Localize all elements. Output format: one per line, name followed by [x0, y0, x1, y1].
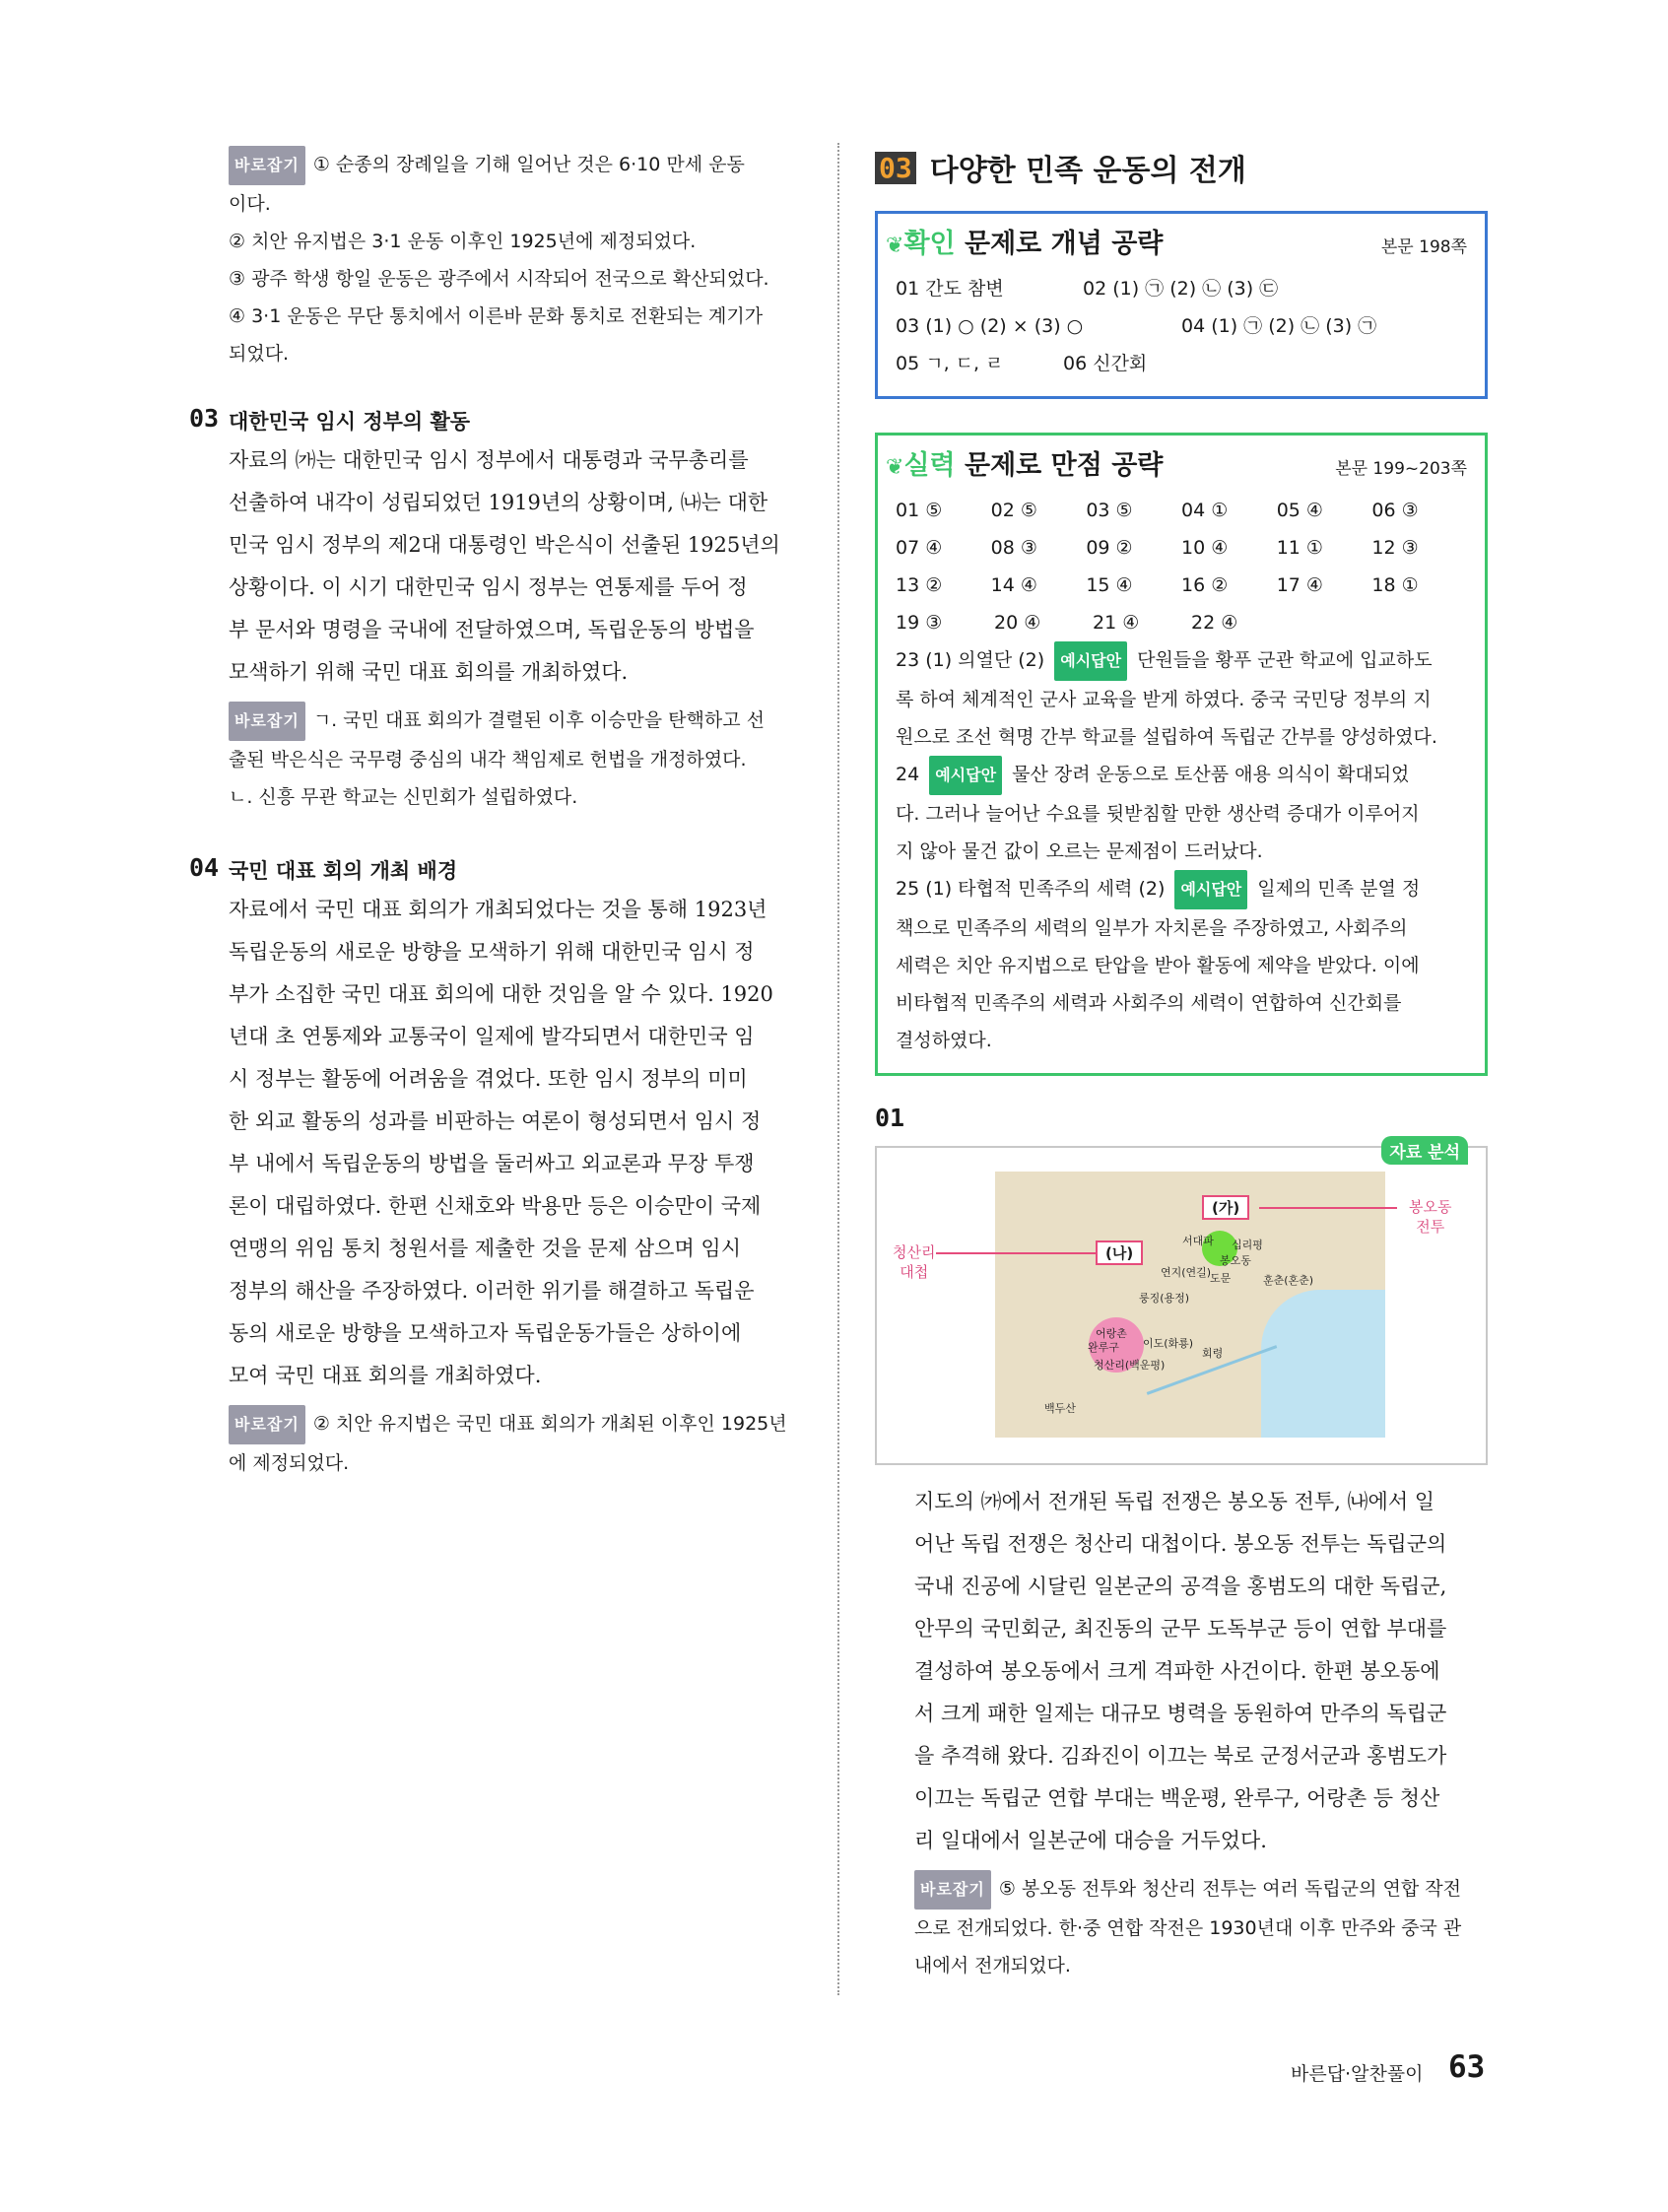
skill-box-heading [886, 443, 1163, 482]
place-label: 십리평 [1232, 1239, 1263, 1251]
q04-fix-line: 에 제정되었다. [229, 1452, 350, 1474]
q03-body-line: 부 문서와 명령을 국내에 전달하였으며, 독립운동의 방법을 [229, 618, 755, 641]
intro-line-1: 바로잡기 ① 순종의 장례일을 기해 일어난 것은 6·10 만세 운동 [229, 146, 802, 185]
q04-body-line: 독립운동의 새로운 방향을 모색하기 위해 대한민국 임시 정 [229, 940, 755, 964]
answer-item: 14 ④ [990, 574, 1037, 596]
concept-answer-box [875, 211, 1488, 399]
q01-fix-line: 내에서 전개되었다. [914, 1955, 1071, 1977]
intro-line-6: 되었다. [229, 343, 290, 365]
q04-body-line: 년대 초 연통제와 교통국이 일제에 발각되면서 대한민국 임 [229, 1025, 755, 1048]
section-title [875, 146, 1488, 189]
leaf-icon: ❦ [886, 234, 904, 258]
bongodong-battle-label [1409, 1197, 1451, 1237]
right-column [875, 146, 1488, 1984]
grid-row [896, 567, 1467, 604]
q01-number: 01 [875, 1104, 905, 1132]
q01-body-line: 이끄는 독립군 연합 부대는 백운평, 완루구, 어랑촌 등 청산 [914, 1786, 1440, 1810]
place-label: 회령 [1202, 1347, 1224, 1360]
q01-body-line: 지도의 ㈎에서 전개된 독립 전쟁은 봉오동 전투, ㈏에서 일 [914, 1490, 1435, 1513]
q04-body-line: 부 내에서 독립운동의 방법을 둘러싸고 외교론과 무장 투쟁 [229, 1152, 755, 1175]
ga-pointer-line [1259, 1207, 1397, 1209]
answer-item: 22 ④ [1191, 612, 1238, 634]
concept-box-highlight: 확인 [903, 229, 956, 259]
answer-item: 06 ③ [1371, 500, 1419, 521]
skill-box-ref: 본문 199~203쪽 [1335, 459, 1467, 479]
answer-24: 24 예시답안 물산 장려 운동으로 토산품 애용 의식이 확대되었 [896, 756, 1467, 795]
intro-line-4: ③ 광주 학생 항일 운동은 광주에서 시작되어 전국으로 확산되었다. [229, 268, 769, 290]
place-label: 이도(화룡) [1143, 1337, 1194, 1350]
q04-number: 04 [189, 853, 220, 882]
section-number: 03 [875, 152, 916, 184]
answer-line: 원으로 조선 혁명 간부 학교를 설립하여 독립군 간부를 양성하였다. [896, 726, 1437, 748]
answer-item: 13 ② [896, 574, 943, 596]
na-pointer-line [936, 1252, 1096, 1254]
q01-fix-line: 으로 전개되었다. 한·중 연합 작전은 1930년대 이후 만주와 중국 관 [914, 1917, 1462, 1939]
q04-body-line: 시 정부는 활동에 어려움을 겪었다. 또한 임시 정부의 미미 [229, 1067, 748, 1091]
answer-item: 09 ② [1086, 537, 1133, 559]
answer-item: 20 ④ [994, 612, 1041, 634]
map-image [995, 1172, 1385, 1438]
answer-25: 25 (1) 타협적 민족주의 세력 (2) 예시답안 일제의 민족 분열 정 [896, 870, 1467, 909]
answer-line: 세력은 치안 유지법으로 탄압을 받아 활동에 제약을 받았다. 이에 [896, 955, 1420, 976]
q04-fix [229, 1405, 802, 1482]
q03-body-line: 자료의 ㈎는 대한민국 임시 정부에서 대통령과 국무총리를 [229, 448, 749, 472]
answer-line: 책으로 민족주의 세력의 일부가 자치론을 주장하였고, 사회주의 [896, 917, 1408, 939]
q03-body-line: 선출하여 내각이 성립되었던 1919년의 상황이며, ㈏는 대한 [229, 491, 768, 514]
intro-line-2: 이다. [229, 193, 271, 215]
q04-body-line: 부가 소집한 국민 대표 회의에 대한 것임을 알 수 있다. 1920 [229, 982, 773, 1006]
answer-item: 11 ① [1276, 537, 1323, 559]
side-label-line: 봉오동 [1409, 1198, 1452, 1216]
side-label-line: 대첩 [900, 1263, 929, 1281]
answer-item: 01 ⑤ [896, 500, 943, 521]
q01-body-line: 리 일대에서 일본군에 대승을 거두었다. [914, 1829, 1267, 1852]
answer-line: 결성하였다. [896, 1030, 992, 1051]
column-divider [837, 143, 839, 1995]
fix-badge: 바로잡기 [229, 146, 305, 185]
grid-row [896, 529, 1467, 567]
example-answer-badge: 예시답안 [1054, 641, 1127, 681]
fix-badge: 바로잡기 [914, 1870, 991, 1910]
side-label-line: 전투 [1416, 1218, 1445, 1236]
intro-line-3: ② 치안 유지법은 3·1 운동 이후인 1925년에 제정되었다. [229, 231, 697, 252]
label-ga: (가) [1202, 1195, 1249, 1220]
grid-row [896, 604, 1467, 641]
concept-box-title [886, 222, 1467, 260]
q04-body-line: 정부의 해산을 주장하였다. 이러한 위기를 해결하고 독립운 [229, 1279, 755, 1303]
q04-body-line: 론이 대립하였다. 한편 신채호와 박용만 등은 이승만이 국제 [229, 1194, 762, 1218]
answer-line: 다. 그러나 늘어난 수요를 뒷받침할 만한 생산력 증대가 이루어지 [896, 803, 1420, 825]
skill-box-title-rest: 문제로 만점 공략 [955, 450, 1164, 481]
place-label: 봉오동 [1220, 1254, 1251, 1267]
example-answer-badge: 예시답안 [1174, 870, 1247, 909]
q01-fix [914, 1870, 1488, 1984]
sea-area [1261, 1290, 1385, 1438]
data-analysis-tag: 자료 분석 [1381, 1136, 1468, 1165]
answer-item: 07 ④ [896, 537, 943, 559]
example-answer-badge: 예시답안 [929, 756, 1002, 795]
q01-fix-line: 바로잡기 ⑤ 봉오동 전투와 청산리 전투는 여러 독립군의 연합 작전 [914, 1870, 1488, 1910]
place-label: 도문 [1210, 1272, 1232, 1285]
answer-item: 17 ④ [1276, 574, 1323, 596]
fix-badge: 바로잡기 [229, 1405, 305, 1444]
answer-item: 03 ⑤ [1086, 500, 1133, 521]
concept-row [896, 270, 1467, 307]
place-label: 완루구 [1088, 1341, 1119, 1354]
leaf-icon: ❦ [886, 455, 904, 480]
answer-23: 23 (1) 의열단 (2) 예시답안 단원들을 황푸 군관 학교에 입교하도 [896, 641, 1467, 681]
left-column [189, 146, 802, 1482]
intro-line-5: ④ 3·1 운동은 무단 통치에서 이른바 문화 통치로 전환되는 계기가 [229, 305, 764, 327]
q01-heading [875, 1104, 1488, 1132]
place-label: 백두산 [1044, 1402, 1076, 1415]
skill-box-title [886, 443, 1467, 482]
answer-line: 지 않아 물건 값이 오르는 문제점이 드러났다. [896, 840, 1263, 862]
footer-book-title: 바른답·알찬풀이 [1291, 2063, 1424, 2085]
map-figure [875, 1143, 1488, 1465]
place-label: 어랑촌 [1096, 1327, 1127, 1340]
q03-fix-line: ㄴ. 신흥 무관 학교는 신민회가 설립하였다. [229, 786, 578, 808]
q03-heading [189, 404, 802, 436]
place-label: 서대파 [1182, 1235, 1214, 1247]
q03-body-line: 상황이다. 이 시기 대한민국 임시 정부는 연통제를 두어 정 [229, 575, 748, 599]
answer-item: 10 ④ [1181, 537, 1229, 559]
label-na: (나) [1096, 1240, 1143, 1265]
q04-body-line: 한 외교 활동의 성과를 비판하는 여론이 형성되면서 임시 정 [229, 1109, 762, 1133]
concept-box-ref: 본문 198쪽 [1380, 237, 1467, 257]
q04-body-line: 자료에서 국민 대표 회의가 개최되었다는 것을 통해 1923년 [229, 898, 767, 921]
answer-item: 19 ③ [896, 612, 943, 634]
answer-item: 02 (1) ㉠ (2) ㉡ (3) ㉢ [1083, 278, 1279, 300]
answer-item: 05 ④ [1276, 500, 1323, 521]
fix-badge: 바로잡기 [229, 702, 305, 741]
skill-box-highlight: 실력 [903, 450, 956, 481]
concept-box-title-rest: 문제로 개념 공략 [955, 229, 1164, 259]
answer-item: 18 ① [1371, 574, 1419, 596]
answer-item: 15 ④ [1086, 574, 1133, 596]
grid-row [896, 492, 1467, 529]
q04-heading [189, 853, 802, 885]
q01-body-line: 국내 진공에 시달린 일본군의 공격을 홍범도의 대한 독립군, [914, 1575, 1447, 1598]
answer-item: 21 ④ [1093, 612, 1140, 634]
concept-box-heading [886, 222, 1163, 260]
answer-item: 05 ㄱ, ㄷ, ㄹ [896, 353, 1004, 374]
place-label: 훈춘(혼춘) [1263, 1274, 1314, 1287]
q03-fix-line: 바로잡기 ㄱ. 국민 대표 회의가 결렬된 이후 이승만을 탄핵하고 선 [229, 702, 802, 741]
q01-body-line: 서 크게 패한 일제는 대규모 병력을 동원하여 만주의 독립군 [914, 1702, 1447, 1725]
place-label: 청산리(백운평) [1094, 1359, 1166, 1372]
concept-row [896, 345, 1467, 382]
answer-item: 06 신간회 [1063, 353, 1148, 374]
section-title-text: 다양한 민족 운동의 전개 [929, 154, 1246, 188]
answer-item: 12 ③ [1371, 537, 1419, 559]
answer-item: 04 (1) ㉠ (2) ㉡ (3) ㉠ [1181, 315, 1377, 337]
q03-fix-line: 출된 박은식은 국무령 중심의 내각 책임제로 헌법을 개정하였다. [229, 749, 747, 771]
skill-answer-box [875, 433, 1488, 1076]
q04-body [229, 889, 802, 1397]
answer-item: 02 ⑤ [990, 500, 1037, 521]
answer-item: 03 (1) ○ (2) × (3) ○ [896, 315, 1084, 337]
answer-item: 16 ② [1181, 574, 1229, 596]
q01-body-line: 결성하여 봉오동에서 크게 격파한 사건이다. 한편 봉오동에 [914, 1659, 1440, 1683]
q03-body [229, 439, 802, 694]
cheongsanri-battle-label [893, 1242, 935, 1282]
q01-body-line: 안무의 국민회군, 최진동의 군무 도독부군 등이 연합 부대를 [914, 1617, 1447, 1641]
q04-title: 국민 대표 회의 개최 배경 [229, 859, 458, 883]
answer-line: 비타협적 민족주의 세력과 사회주의 세력이 연합하여 신간회를 [896, 992, 1402, 1014]
side-label-line: 청산리 [893, 1243, 936, 1261]
q04-fix-line: 바로잡기 ② 치안 유지법은 국민 대표 회의가 개최된 이후인 1925년 [229, 1405, 802, 1444]
q03-title: 대한민국 임시 정부의 활동 [229, 410, 471, 434]
q01-body-line: 을 추격해 왔다. 김좌진이 이끄는 북로 군정서군과 홍범도가 [914, 1744, 1447, 1768]
answer-item: 08 ③ [990, 537, 1037, 559]
q03-number: 03 [189, 404, 220, 433]
q03-body-line: 민국 임시 정부의 제2대 대통령인 박은식이 선출된 1925년의 [229, 533, 780, 557]
q04-body-line: 연맹의 위임 통치 청원서를 제출한 것을 문제 삼으며 임시 [229, 1237, 741, 1260]
q03-fix [229, 702, 802, 816]
q03-body-line: 모색하기 위해 국민 대표 회의를 개최하였다. [229, 660, 629, 684]
concept-row [896, 307, 1467, 345]
q01-body-line: 어난 독립 전쟁은 청산리 대첩이다. 봉오동 전투는 독립군의 [914, 1532, 1447, 1556]
place-label: 연지(연길) [1161, 1266, 1212, 1279]
place-label: 룽징(용정) [1139, 1292, 1190, 1305]
q04-body-line: 모여 국민 대표 회의를 개최하였다. [229, 1364, 542, 1387]
answer-line: 록 하여 체계적인 군사 교육을 받게 하였다. 중국 국민당 정부의 지 [896, 689, 1432, 710]
q04-body-line: 동의 새로운 방향을 모색하고자 독립운동가들은 상하이에 [229, 1321, 742, 1345]
page-number: 63 [1448, 2049, 1486, 2085]
answer-item: 01 간도 참변 [896, 278, 1004, 300]
q01-body [914, 1481, 1488, 1984]
answer-item: 04 ① [1181, 500, 1229, 521]
